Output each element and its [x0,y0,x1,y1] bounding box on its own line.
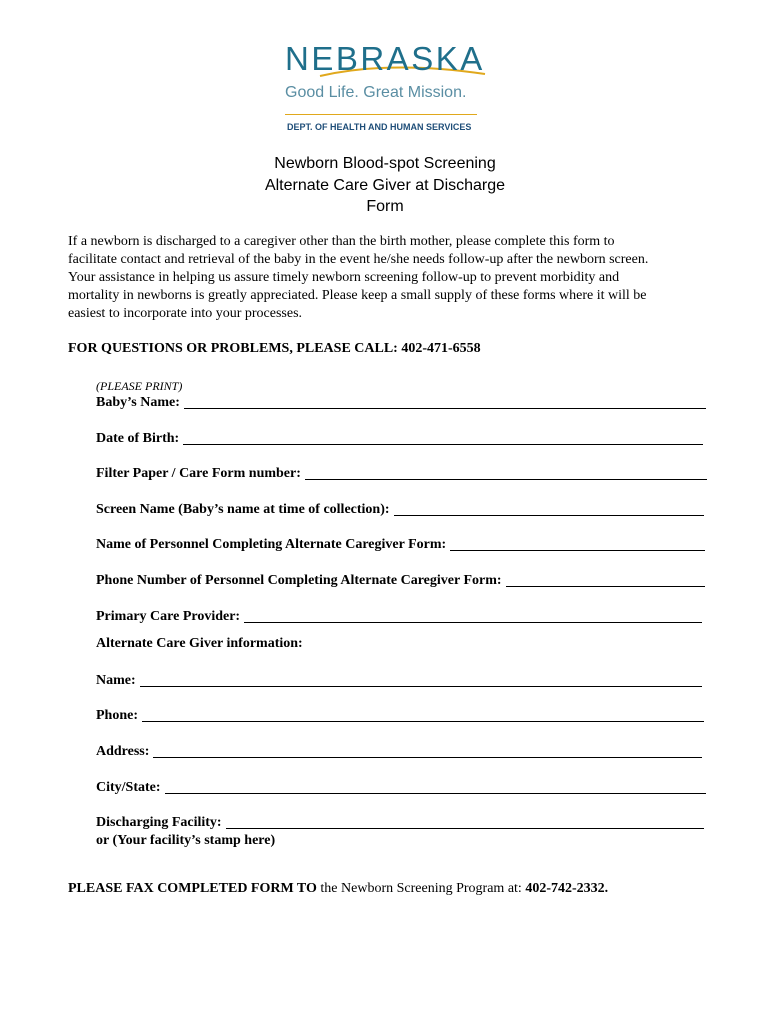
babys-name-label: Baby’s Name: [96,395,180,410]
intro-line: If a newborn is discharged to a caregiver other than the birth mother, please complete this form to [68,234,615,249]
city-state-label: City/State: [96,780,161,795]
discharging-facility-label: Discharging Facility: [96,815,222,830]
personnel-name-label: Name of Personnel Completing Alternate Caregiver Form: [96,537,447,552]
primary-care-input[interactable] [244,608,702,623]
fax-instruction-text: the Newborn Screening Program at: [316,881,526,896]
name-input[interactable] [140,672,702,687]
title-line-1: Newborn Blood-spot Screening [274,155,496,172]
screen-name-label: Screen Name (Baby’s name at time of collection): [96,502,390,517]
logo-wordmark: NEBRASKA [285,40,485,77]
logo-tagline: Good Life. Great Mission. [285,84,467,101]
date-of-birth-label: Date of Birth: [96,431,180,446]
discharging-facility-field[interactable] [96,814,704,831]
name-field[interactable] [96,672,702,689]
phone-field[interactable] [96,707,704,724]
primary-care-field[interactable] [96,608,702,625]
date-of-birth-input[interactable] [183,430,703,445]
personnel-phone-field[interactable] [96,572,705,589]
personnel-name-input[interactable] [450,536,705,551]
logo-department: DEPT. OF HEALTH AND HUMAN SERVICES [287,122,472,132]
personnel-name-field[interactable] [96,536,705,553]
print-note: (PLEASE PRINT) [96,379,183,393]
address-input[interactable] [153,743,702,758]
city-state-field[interactable] [96,779,706,796]
facility-stamp-note: or (Your facility’s stamp here) [96,833,276,848]
name-label: Name: [96,673,136,688]
questions-phone: FOR QUESTIONS OR PROBLEMS, PLEASE CALL: 402-471-6558 [68,341,481,356]
title-line-3: Form [366,198,404,215]
title-line-2: Alternate Care Giver at Discharge [264,177,506,194]
address-label: Address: [96,744,150,759]
phone-input[interactable] [142,707,704,722]
alt-caregiver-heading: Alternate Care Giver information: [96,636,303,651]
intro-paragraph [68,233,708,323]
date-of-birth-field[interactable] [96,430,703,447]
screen-name-field[interactable] [96,501,704,518]
fax-instruction [68,881,608,897]
intro-line: facilitate contact and retrieval of the baby in the event he/she needs follow-up after the newborn screen. [68,252,649,267]
city-state-input[interactable] [165,779,706,794]
screen-name-input[interactable] [394,501,704,516]
filter-paper-field[interactable] [96,465,707,482]
intro-line: mortality in newborns is greatly appreciated. Please keep a small supply of these forms where it will be [68,288,647,303]
filter-paper-input[interactable] [305,465,707,480]
logo-divider [285,114,477,115]
filter-paper-label: Filter Paper / Care Form number: [96,466,301,481]
intro-line: easiest to incorporate into your processes. [68,306,303,321]
phone-label: Phone: [96,708,138,723]
address-field[interactable] [96,743,702,760]
nebraska-dhhs-logo [280,40,495,135]
babys-name-field[interactable] [96,394,706,411]
babys-name-input[interactable] [184,394,706,409]
personnel-phone-label: Phone Number of Personnel Completing Alternate Caregiver Form: [96,573,502,588]
discharging-facility-input[interactable] [226,814,704,829]
primary-care-label: Primary Care Provider: [96,609,241,624]
fax-instruction-bold: PLEASE FAX COMPLETED FORM TO [68,881,317,896]
fax-number: 402-742-2332. [525,881,609,896]
personnel-phone-input[interactable] [506,572,705,587]
intro-line: Your assistance in helping us assure timely newborn screening follow-up to prevent morbidity and [68,270,620,285]
